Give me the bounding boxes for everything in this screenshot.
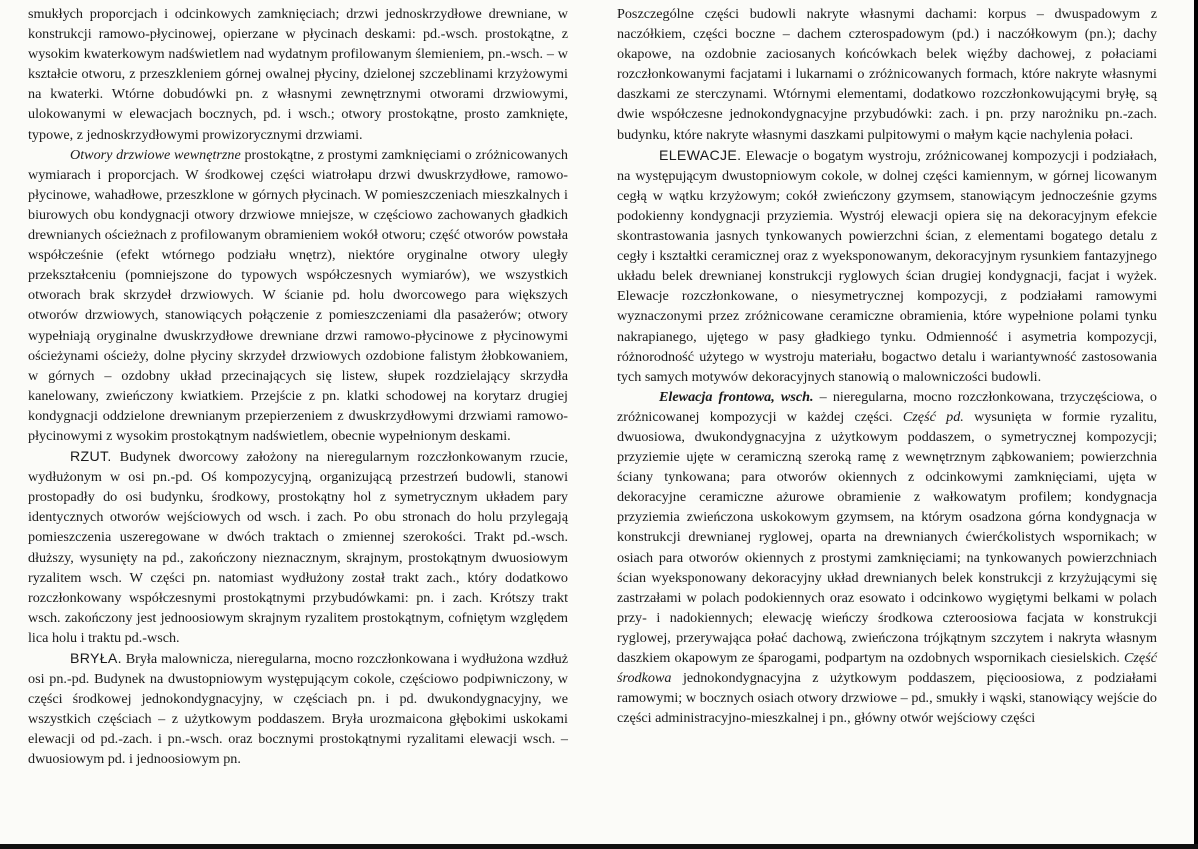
paragraph-text: wysunięta w formie ryzalitu, dwuosiowa, dwukondygnacyjna z użytkowym poddaszem, o symetrycznej kompozycji; przyziemie ujęte w ceramiczną szeroką ramę z wewnętrznym ząbkowaniem; powierzchnia ściany tynkowana; para otworów okiennych z odcinkowymi zamknięciami, ujęta w dekoracyjne ceramiczne ażurowe obramienie z wałkowatym profilem; kondygnacja przyziemia zwieńczona uskokowym gzymsem, na którym osadzona górna kondygnacja w konstrukcji drewnianej ryglowej, oparta na drewnianych ćwierćkolistych wspornikach; w osiach para otworów okiennych z prostymi zamknięciami; na tynkowanych powierzchniach ścian wyeksponowany dekoracyjny układ drewnianych belek konstrukcji z krzyżującymi się zastrzałami w polach podokiennych oraz esowato i odcinkowo wygiętymi belkami w polach przy- i nadokiennych; elewację wieńczy środkowa czteroosiowa facjata w konstrukcji ryglowej, przerywająca połać dachową, zwieńczona trójkątnym szczytem i nakryta własnym daszkiem okapowym ze śparogami, podpartym na ozdobnych wspornikach ciesielskich. [617,408,1157,666]
left-text-column [28,4,568,770]
paragraph-text: Elewacje o bogatym wystroju, zróżnicowanej kompozycji i podziałach, na występującym dwustopniowym cokole, w dolnej części kamiennym, w górnej licowanym cegłą w wątku krzyżowym; cokół zwieńczony gzymsem, stanowiącym jednocześnie gzyms podokienny kondygnacji przyziemia. Wystrój elewacji opiera się na dekoracyjnym efekcie skontrastowania jasnych tynkowanych powierzchni ścian, z elementami bogatego detalu z cegły i kształtki ceramicznej oraz z wyeksponowanym, dekoracyjnym rysunkiem fantazyjnego układu belek drewnianej konstrukcji ryglowych ścian drugiej kondygnacji, facjat i wyżek. Elewacje rozczłonkowane, o niesymetrycznej kompozycji, z podziałami ramowymi wyznaczonymi przez zróżnicowane ceramiczne obramienia, które wypełnione polami tynku nakrapianego, ujętego w pasy gładkiego tynku. Odmienność i asymetria kompozycji, różnorodność użytego w wystroju materiału, bogactwo detalu i wariantywność zastosowania tych samych motywów dekoracyjnych stanowią o malowniczości budowli. [617,147,1157,385]
scan-edge-bottom [0,844,1198,849]
paragraph-text: prostokątne, z prostymi zamknięciami o zróżnicowanych wymiarach i proporcjach. W środkowej części wiatrołapu drzwi dwuskrzydłowe, ramowo-płycinowe, wahadłowe, przeszklone w górnych płycinach. W pomieszczeniach mieszkalnych i biurowych obu kondygnacji otwory drzwiowe mniejsze, w częściowo zachowanych gładkich drewnianych ościeżnach z profilowanym obramieniem wokół otworu; część otworów powstała współcześnie (efekt wtórnego podziału wnętrz), niektóre oryginalne otwory uległy przekształceniu (pomniejszone do typowych współczesnych wymiarów), we wszystkich otworach brak skrzydeł drzwiowych. W ścianie pd. holu dworcowego para większych otworów drzwiowych, stanowiących połączenie z pomieszczeniami dla pasażerów; otwory wypełniają oryginalne dwuskrzydłowe drewniane drzwi ramowo-płycinowe z płycinowymi ościeżynami ościeży, dolne płyciny skrzydeł drzwiowych ozdobione falistym żłobkowaniem, w górnych – ozdobny układ przecinających się listew, słupek rozdzielający skrzydła kanelowany, zwieńczony kwiatkiem. Przejście z pn. klatki schodowej na korytarz drugiej kondygnacji oddzielone drewnianym przepierzeniem z dwuskrzydłowymi drzwiami ramowo-płycinowymi z wysokim prostokątnym nadświetlem, obecnie wypełnionym deskami. [28,146,568,444]
section-heading-elewacje: ELEWACJE. [659,146,742,163]
paragraph-roofs: Poszczególne części budowli nakryte własnymi dachami: korpus – dwuspadowym z naczółkiem, części boczne – dachem czterospadowym (pd.) i naczółkowym (pn.); dachy okapowe, na ozdobnie zaciosanych końcówkach belek więźby dachowej, z połaciami rozczłonkowanymi facjatami i lukarnami o zróżnicowanych formach, które nakryte własnymi daszkami ze sterczynami. Wtórnymi elementami, dodatkowo rozczłonkowującymi bryłę, są dwie współczesne jednokondygnacyjne przybudówki: zach. i pn. przy narożniku pn.-zach. budynku, które nakryte własnymi daszkami pulpitowymi o małym kącie nachylenia połaci. [617,6,1157,143]
paragraph-rzut [28,446,568,648]
section-heading-rzut: RZUT. [70,448,112,465]
subheading-interior-doors: Otwory drzwiowe wewnętrzne [70,146,241,163]
section-heading-bryla: BRYŁA. [70,650,122,666]
right-text-column [617,4,1157,728]
paragraph-text: Bryła malownicza, nieregularna, mocno rozczłonkowana i wydłużona wzdłuż osi pn.-pd. Budynek na dwustopniowym występującym cokole, częściowo podpiwniczony, w części środkowej jednokondygnacyjny, w częściach pn. i pd. dwukondygnacyjny, we wszystkich częściach – z użytkowym poddaszem. Bryła urozmaicona głębokimi uskokami elewacji od pd.-zach. i pn.-wsch. oraz bocznymi prostokątnymi ryzalitami elewacji wsch. – dwuosiowym pd. i jednoosiowym pn. [28,651,568,768]
paragraph-text: – nieregularna, mocno rozczłonkowana, trzyczęściowa, o zróżnicowanej kompozycji w każdej części. [617,388,1157,425]
paragraph-bryla [28,648,568,770]
paragraph-text: Budynek dworcowy założony na nieregularnym rozczłonkowanym rzucie, wydłużonym w osi pn.-pd. Oś kompozycyjną, organizującą przestrzeń budowli, stanowi prostopadły do osi budynku, środkowy, prostokątny hol z symetrycznym układem pary identycznych otworów wejściowych od wsch. i zach. Po obu stronach do holu przylegają pomieszczenia uszeregowane w dwóch traktach o zmiennej szerokości. Trakt pd.-wsch. dłuższy, wysunięty na pd., zakończony nieznacznym, skrajnym, prostokątnym dwuosiowym ryzalitem wsch. W części pn. natomiast wydłużony został trakt zach., który dodatkowo rozczłonkowany współczesnymi prostokątnymi przybudówkami: pn. i zach. Krótszy trakt wsch. zakończony jest jednoosiowym skrajnym ryzalitem prostokątnym, cofniętym względem lica holu i traktu pd.-wsch. [28,449,568,646]
subheading-front-elevation: Elewacja frontowa, wsch. [659,388,814,405]
paragraph-elewacje [617,145,1157,387]
subheading-middle-part: Część środkowa [617,650,1157,687]
paragraph-front-elevation [617,387,1157,729]
subheading-south-part: Część pd. [902,408,964,425]
paragraph-text: jednokondygnacyjna z użytkowym poddaszem, pięcioosiowa, z podziałami ramowymi; w bocznych osiach otwory drzwiowe – pd., smukły i wąski, stanowiący wejście do części administracyjno-mieszkalnej i pn., główny otwór wejściowy części [617,670,1157,727]
scan-edge-right [1194,0,1198,849]
paragraph-door-openings-exterior: smukłych proporcjach i odcinkowych zamknięciach; drzwi jednoskrzydłowe drewniane, w konstrukcji ramowo-płycinowej, opierzane w płycinach deskami: pd.-wsch. prostokątne, z wysokim kwaterkowym nadświetlem nad wydatnym profilowanym ślemieniem, pn.-wsch. – w kształcie otworu, z przeszkleniem górnej owalnej płyciny, dzielonej szczeblinami krzyżowymi na kwaterki. Wtórne dobudówki pn. z własnymi zewnętrznymi otworami drzwiowymi, ulokowanymi w elewacjach bocznych, pd. i wsch.; otwory prostokątne, prosto zamknięte, typowe, z jednoskrzydłowymi prowizorycznymi drzwiami. [28,6,568,143]
paragraph-interior-door-openings [28,145,568,446]
